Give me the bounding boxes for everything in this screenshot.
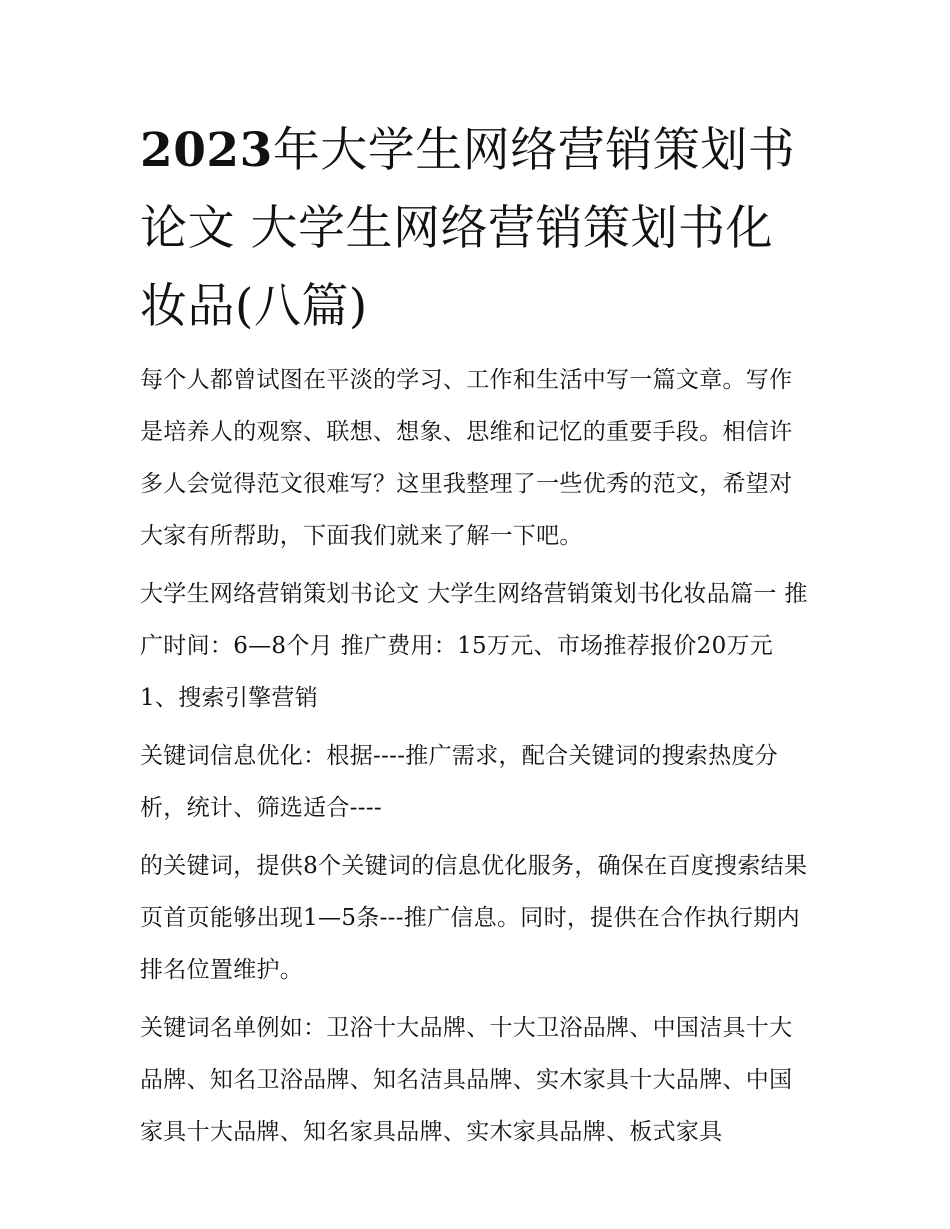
keyword-list-paragraph: 关键词名单例如：卫浴十大品牌、十大卫浴品牌、中国洁具十大品牌、知名卫浴品牌、知名洁具品牌、实木家具十大品牌、中国家具十大品牌、知名家具品牌、实木家具品牌、板式家具: [140, 1015, 793, 1145]
keyword-optimization-paragraph: 关键词信息优化：根据----推广需求，配合关键词的搜索热度分析，统计、筛选适合----: [140, 743, 779, 821]
document-title: [140, 112, 812, 346]
intro-paragraph: 每个人都曾试图在平淡的学习、工作和生活中写一篇文章。写作是培养人的观察、联想、想象、思维和记忆的重要手段。相信许多人会觉得范文很难写？这里我整理了一些优秀的范文，希望对大家有所帮助，下面我们就来了解一下吧。: [140, 367, 793, 549]
title-year: 2023: [140, 123, 273, 178]
section-one-paragraph: 大学生网络营销策划书论文 大学生网络营销策划书化妆品篇一 推广时间：6—8个月 推广费用：15万元、市场推荐报价20万元 1、搜索引擎营销: [140, 581, 808, 711]
document-body: [140, 112, 812, 1164]
title-text: 年大学生网络营销策划书论文 大学生网络营销策划书化妆品(八篇): [140, 123, 796, 334]
keyword-service-paragraph: 的关键词，提供8个关键词的信息优化服务，确保在百度搜索结果页首页能够出现1—5条---推广信息。同时，提供在合作执行期内排名位置维护。: [140, 853, 808, 983]
